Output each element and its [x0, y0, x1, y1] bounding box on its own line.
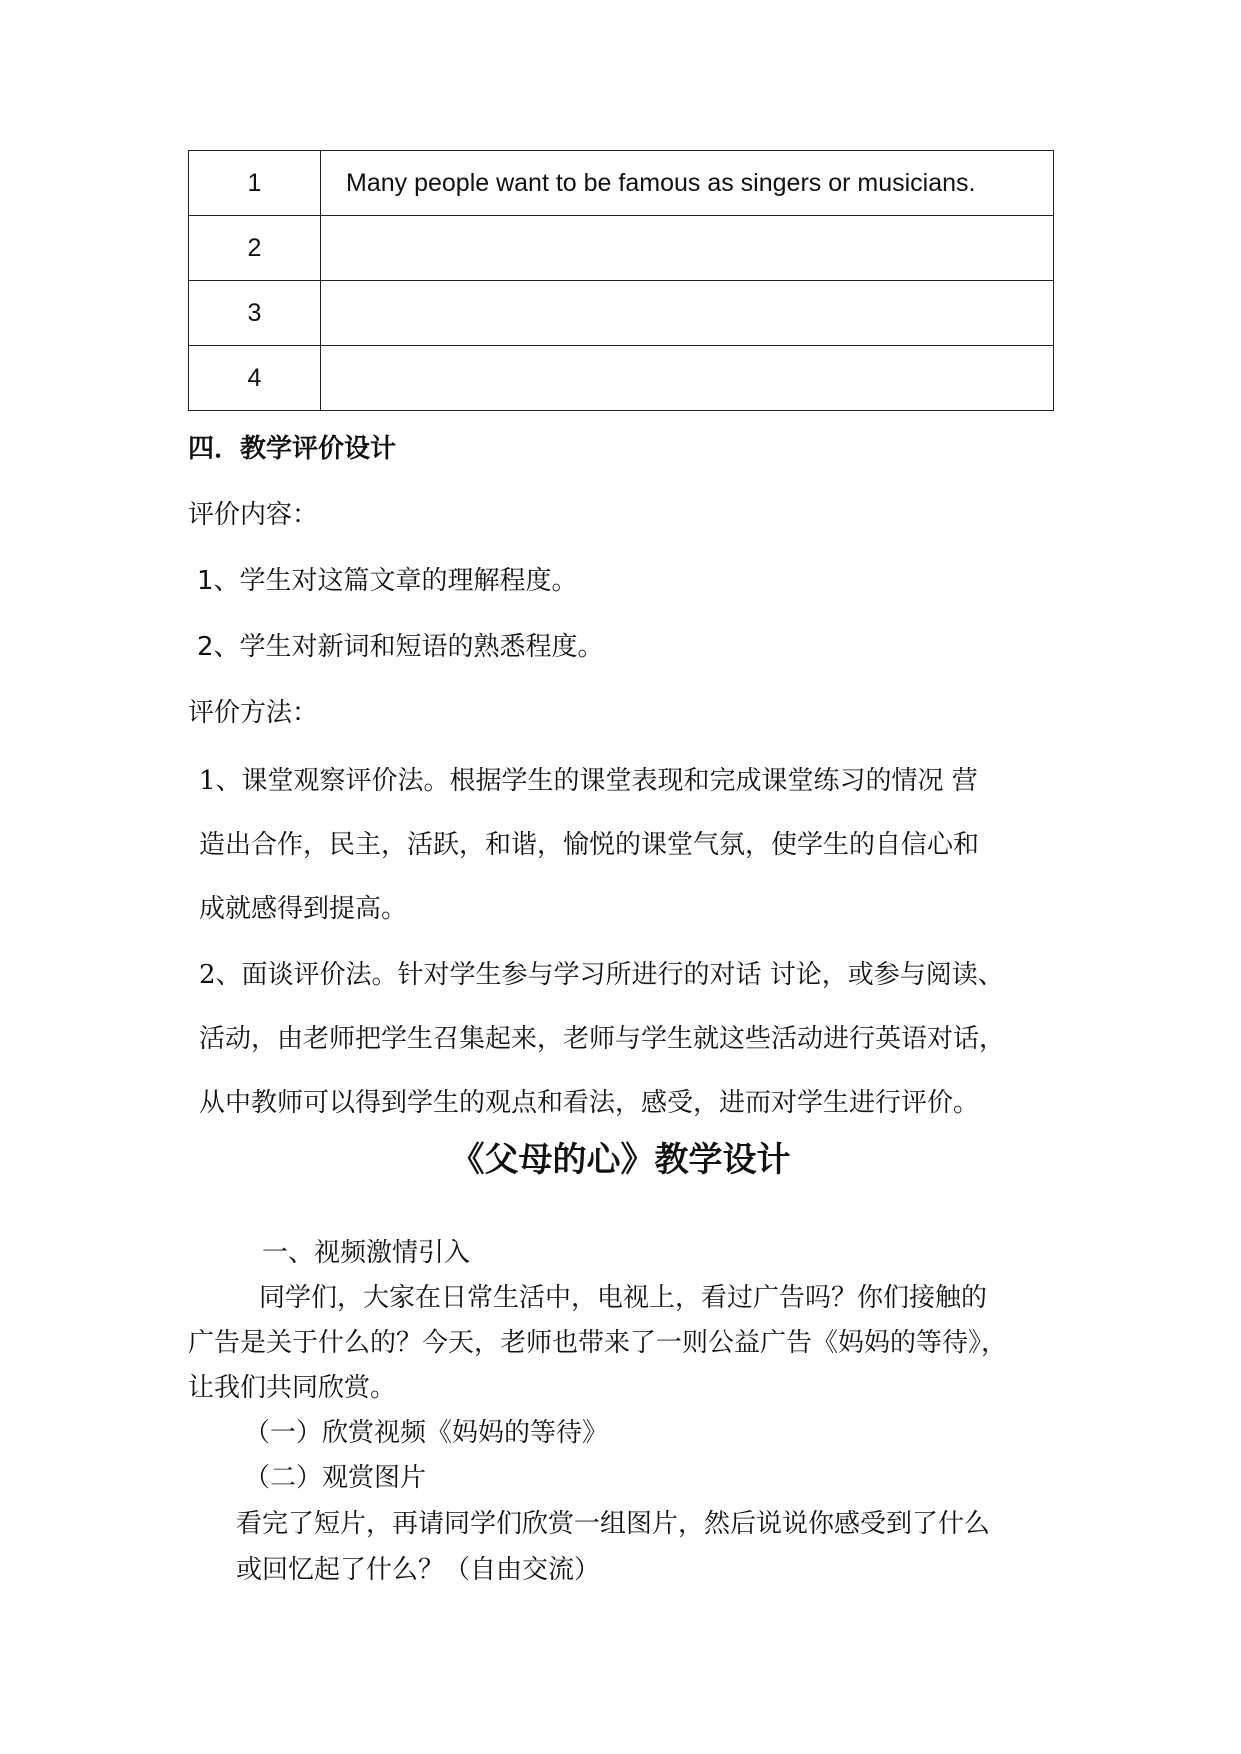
method-item-line: 从中教师可以得到学生的观点和看法，感受，进而对学生进行评价。	[199, 1088, 980, 1118]
row-text	[321, 281, 1054, 346]
content-label: 评价内容：	[188, 500, 319, 530]
subsection-heading: （二）观赏图片	[244, 1463, 427, 1493]
row-text	[321, 216, 1054, 281]
method-item-line: 活动，由老师把学生召集起来，老师与学生就这些活动进行英语对话，	[199, 1024, 1006, 1054]
paragraph-line: 或回忆起了什么？（自由交流）	[236, 1555, 601, 1585]
answer-table	[188, 150, 1054, 411]
method-item-line: 成就感得到提高。	[199, 894, 408, 924]
content-item: 1、学生对这篇文章的理解程度。	[197, 566, 578, 596]
paragraph-line: 让我们共同欣赏。	[188, 1373, 397, 1403]
content-item: 2、学生对新词和短语的熟悉程度。	[197, 632, 604, 662]
method-label: 评价方法：	[188, 698, 319, 728]
paragraph-line: 广告是关于什么的？今天，老师也带来了一则公益广告《妈妈的等待》，	[188, 1328, 1008, 1358]
method-item-line: 1、课堂观察评价法。根据学生的课堂表现和完成课堂练习的情况 营	[199, 766, 978, 796]
method-item-line: 造出合作，民主，活跃，和谐，愉悦的课堂气氛，使学生的自信心和	[199, 830, 980, 860]
paragraph-line: 看完了短片，再请同学们欣赏一组图片，然后说说你感受到了什么	[236, 1509, 991, 1539]
subsection-heading: （一）欣赏视频《妈妈的等待》	[244, 1418, 609, 1448]
row-text: Many people want to be famous as singers or musicians.	[321, 151, 1054, 216]
table-row	[189, 281, 1054, 346]
paragraph-line: 同学们，大家在日常生活中，电视上，看过广告吗？你们接触的	[259, 1283, 988, 1313]
row-number: 3	[189, 281, 321, 346]
row-number: 2	[189, 216, 321, 281]
lesson-title: 《父母的心》教学设计	[450, 1140, 791, 1180]
section-heading: 一、视频激情引入	[262, 1238, 471, 1268]
method-item-line: 2、面谈评价法。针对学生参与学习所进行的对话 讨论，或参与阅读、	[199, 960, 1004, 990]
row-number: 4	[189, 346, 321, 411]
row-number: 1	[189, 151, 321, 216]
table-row	[189, 346, 1054, 411]
evaluation-heading: 四．教学评价设计	[188, 434, 397, 464]
table-row	[189, 216, 1054, 281]
table-row	[189, 151, 1054, 216]
row-text	[321, 346, 1054, 411]
